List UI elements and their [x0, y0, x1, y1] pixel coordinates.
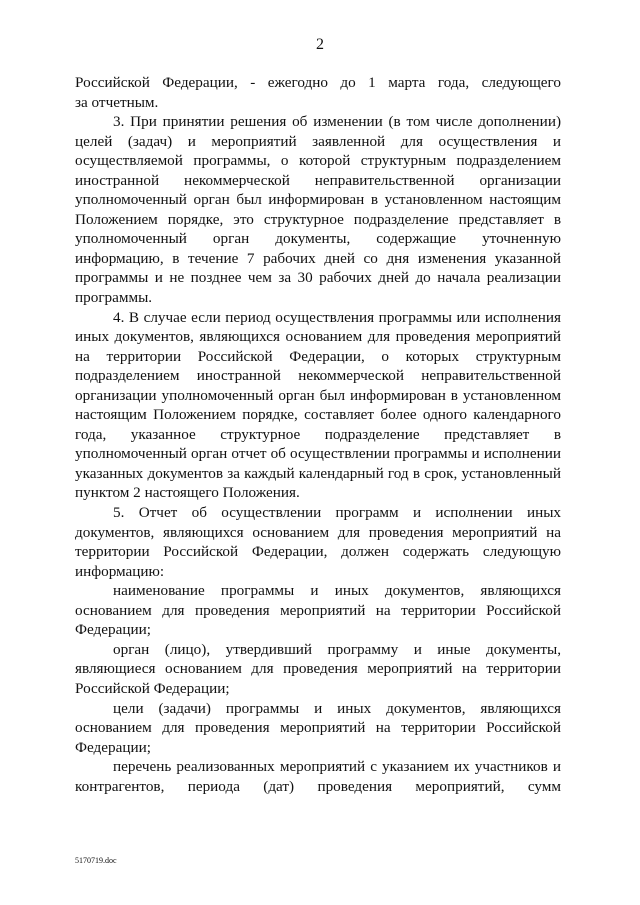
text-line: информацию: [75, 562, 165, 580]
text-line: наименование программы и иных документов, являющихся [113, 582, 561, 600]
text-line: основанием для проведения мероприятий на территории Российской [75, 601, 561, 619]
text-line: года, указанное структурное подразделение представляет в [75, 425, 561, 443]
text-line: иностранной некоммерческой неправительственной организации [75, 171, 561, 189]
text-line: иных документов, являющихся основанием для проведения мероприятий [75, 328, 561, 346]
text-line: территории Российской Федерации, должен содержать следующую [75, 543, 561, 561]
text-line: являющиеся основанием для проведения мероприятий на территории [75, 660, 561, 678]
text-line: 4. В случае если период осуществления программы или исполнения [113, 308, 561, 326]
body-text [75, 73, 561, 796]
text-line: контрагентов, периода (дат) проведения мероприятий, сумм [75, 777, 561, 795]
text-line: организации уполномоченный орган был информирован в установленном [75, 386, 561, 404]
text-line: документов, являющихся основанием для проведения мероприятий на [75, 523, 561, 541]
text-line: подразделением иностранной некоммерческой неправительственной [75, 367, 561, 385]
text-line: указанных документов за каждый календарный год в срок, установленный [75, 464, 561, 482]
footer-filename: 5170719.doc [75, 856, 117, 865]
text-line: на территории Российской Федерации, о которых структурным [75, 347, 561, 365]
text-line: программы. [75, 289, 153, 307]
text-line: уполномоченный орган документы, содержащие уточненную [75, 230, 561, 248]
text-line: пунктом 2 настоящего Положения. [75, 484, 300, 502]
text-line: осуществляемой программы, о которой структурным подразделением [75, 152, 561, 170]
text-line: программы и не позднее чем за 30 рабочих дней до начала реализации [75, 269, 561, 287]
text-line: орган (лицо), утвердивший программу и иные документы, [113, 640, 561, 658]
text-line: целей (задач) и мероприятий заявленной для осуществления и [75, 132, 561, 150]
text-line: 3. При принятии решения об изменении (в том числе дополнении) [113, 113, 561, 131]
text-line: перечень реализованных мероприятий с указанием их участников и [113, 758, 561, 776]
text-line: Положением порядке, это структурное подразделение представляет в [75, 210, 561, 228]
text-line: Федерации; [75, 738, 151, 756]
text-line: основанием для проведения мероприятий на территории Российской [75, 719, 561, 737]
text-line: за отчетным. [75, 93, 159, 111]
text-line: Российской Федерации; [75, 679, 230, 697]
page-number: 2 [316, 36, 324, 53]
text-line: настоящим Положением порядке, составляет более одного календарного [75, 406, 561, 424]
text-line: уполномоченный орган был информирован в установленном настоящим [75, 191, 561, 209]
text-line: Федерации; [75, 621, 151, 639]
text-line: 5. Отчет об осуществлении программ и исполнении иных [113, 504, 561, 522]
text-line: информацию, в течение 7 рабочих дней со дня изменения указанной [75, 249, 561, 267]
text-line: Российской Федерации, - ежегодно до 1 марта года, следующего [75, 74, 561, 91]
text-line: цели (задачи) программы и иных документов, являющихся [113, 699, 561, 717]
text-line: уполномоченный орган отчет об осуществлении программы и исполнении [75, 445, 561, 463]
